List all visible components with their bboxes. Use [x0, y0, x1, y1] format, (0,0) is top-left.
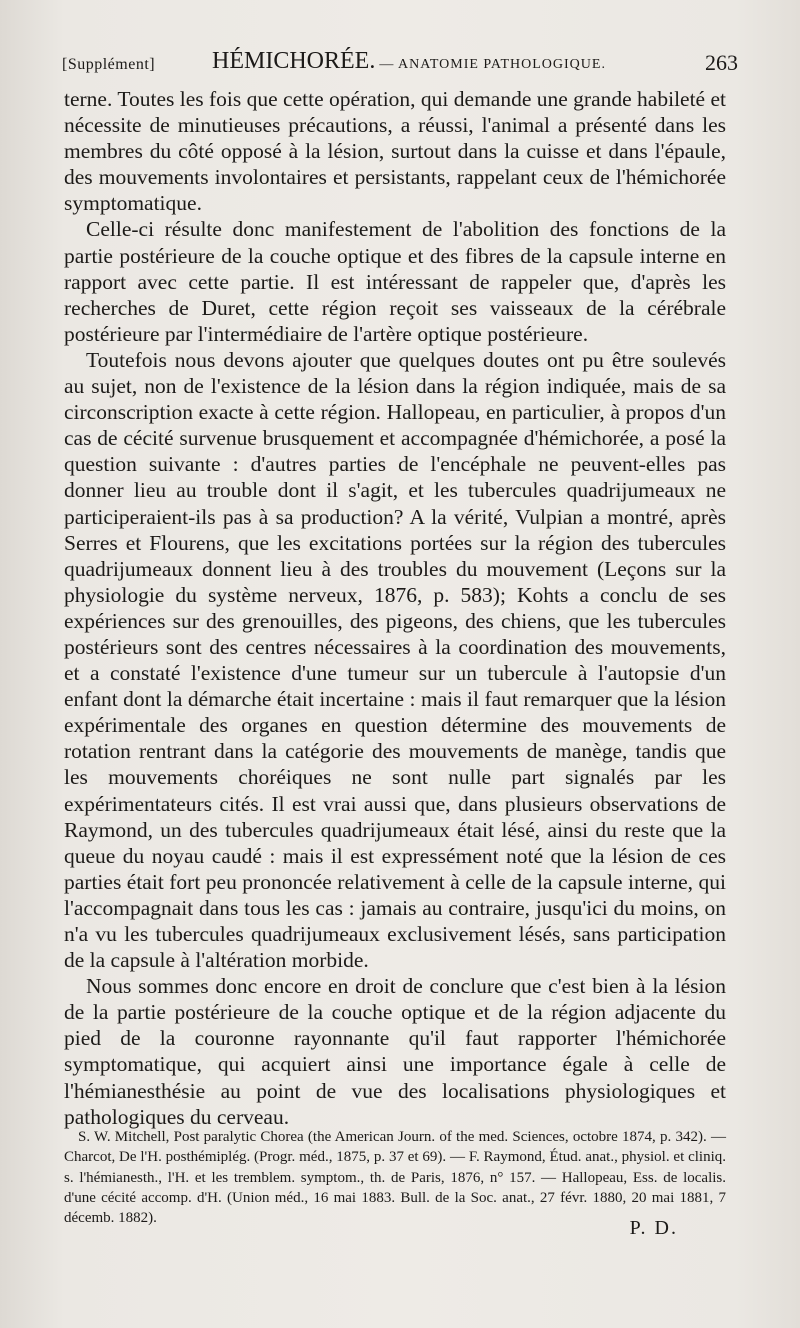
body-text [64, 86, 726, 1130]
bibliography [64, 1127, 726, 1228]
bibliography-text: S. W. Mitchell, Post paralytic Chorea (the American Journ. of the med. Sciences, octobre 1874, p. 342). — Charcot, De l'H. posthémiplég. (Progr. méd., 1875, p. 37 et 69). — F. Raymond, Étud. anat., physiol. et cliniq. s. l'hémianesth., l'H. et les tremblem. symptom., th. de Paris, 1876, n° 157. — Hallopeau, Ess. de localis. d'une cécité accomp. d'H. (Union méd., 16 mai 1883. Bull. de la Soc. anat., 27 févr. 1880, 20 mai 1881, 7 décemb. 1882). [64, 1129, 726, 1227]
section-label: [Supplément] [62, 56, 156, 73]
page-number: 263 [705, 50, 738, 75]
title-text: HÉMICHORÉE. [212, 48, 376, 74]
running-subtitle: — ANATOMIE PATHOLOGIQUE. [379, 57, 606, 72]
author-signature: P. D. [629, 1217, 678, 1239]
paragraph-3: Toutefois nous devons ajouter que quelques doutes ont pu être soulevés au sujet, non de l'existence de la lésion dans la région indiquée, mais de sa circonscription exacte à cette région. Hallopeau, en particulier, à propos d'un cas de cécité survenue brusquement et accompagnée d'hémichorée, a posé la question suivante : d'autres parties de l'encéphale ne peuvent-elles pas donner lieu au trouble dont il s'agit, et les tubercules quadrijumeaux ne participeraient-ils pas à sa production? A la vérité, Vulpian a montré, après Serres et Flourens, que les excitations portées sur la région des tubercules quadrijumeaux donnent lieu à des troubles du mouvement (Leçons sur la physiologie du système nerveux, 1876, p. 583); Kohts a conclu de ses expériences sur des grenouilles, des pigeons, des chiens, que les tubercules postérieurs sont des centres nécessaires à la coordination des mouvements, et a constaté l'existence d'une tumeur sur un tubercule à l'autopsie d'un enfant dont la démarche était incertaine : mais il faut remarquer que la lésion expérimentale des organes en question détermine des mouvements de rotation rentrant dans la catégorie des mouvements de manège, tandis que les mouvements choréiques ne sont nulle part signalés par les expérimentateurs cités. Il est vrai aussi que, dans plusieurs observations de Raymond, un des tubercules quadrijumeaux était lésé, ainsi du reste que la queue du noyau caudé : mais il est expressément noté que la lésion de ces parties était fort peu prononcée relativement à celle de la capsule interne, qui l'accompagnait dans tous les cas : jamais au contraire, jusqu'ici du moins, on n'a vu les tubercules quadrijumeaux exclusivement lésés, sans participation de la capsule à l'altération morbide. [64, 347, 726, 973]
paragraph-2: Celle-ci résulte donc manifestement de l'abolition des fonctions de la partie postérieure de la couche optique et des fibres de la capsule interne en rapport avec cette partie. Il est intéressant de rappeler que, d'après les recherches de Duret, cette région reçoit ses vaisseaux de la cérébrale postérieure par l'intermédiaire de l'artère optique postérieure. [64, 217, 726, 346]
paragraph-1: terne. Toutes les fois que cette opération, qui demande une grande habileté et nécessite de minutieuses précautions, a réussi, l'animal a présenté dans les membres du côté opposé à la lésion, surtout dans la cuisse et dans l'épaule, des mouvements involontaires et persistants, rappelant ceux de l'hémichorée symptomatique. [64, 87, 726, 216]
running-title [212, 48, 606, 75]
running-header [62, 48, 738, 80]
paragraph-4: Nous sommes donc encore en droit de conclure que c'est bien à la lésion de la partie postérieure de la couche optique et de la région adjacente du pied de la couronne rayonnante qu'il faut rapporter l'hémichorée symptomatique, qui acquiert ainsi une importance égale à celle de l'hémianesthésie au point de vue des localisations physiologiques et pathologiques du cerveau. [64, 974, 726, 1129]
